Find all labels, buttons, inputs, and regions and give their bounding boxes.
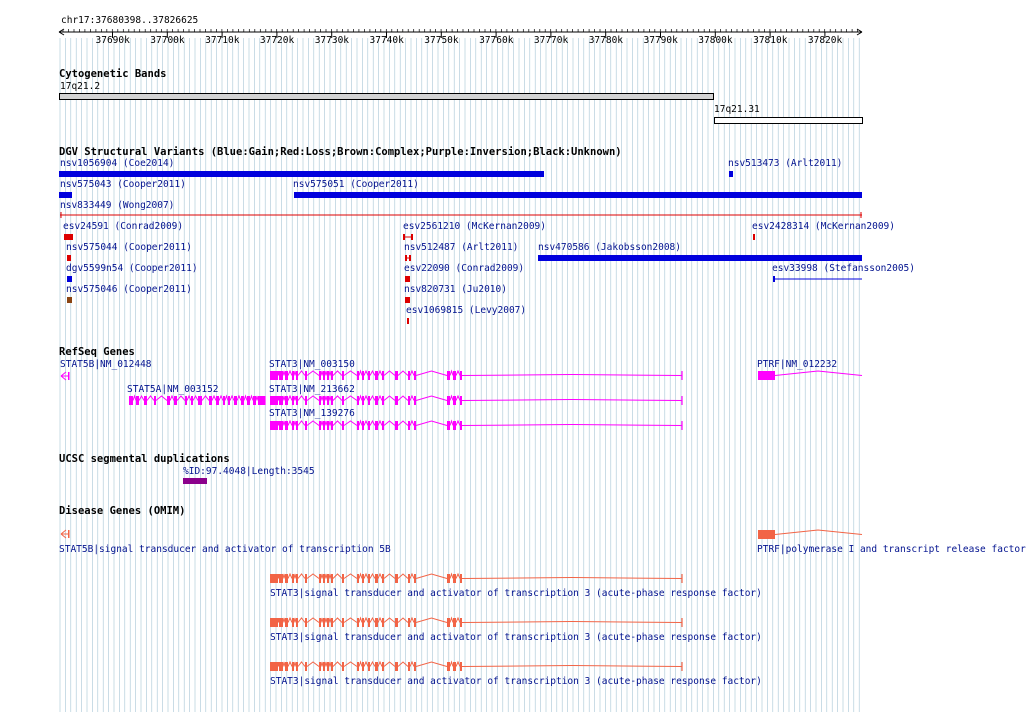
refseq-gene-label[interactable]: STAT3|NM_003150	[269, 359, 355, 370]
dgv-variant-label[interactable]: nsv1056904 (Coe2014)	[60, 158, 175, 169]
dgv-variant-label[interactable]: nsv575051 (Cooper2011)	[293, 179, 419, 190]
dgv-variant-label[interactable]: esv2428314 (McKernan2009)	[752, 221, 895, 232]
dgv-variant-label[interactable]: nsv833449 (Wong2007)	[60, 200, 175, 211]
cyto-band-label: 17q21.31	[714, 104, 760, 115]
ruler-range-label: chr17:37680398..37826625	[61, 15, 199, 26]
ruler-tick-label: 37720k	[259, 35, 295, 46]
ruler-tick-label: 37800k	[698, 35, 733, 46]
dgv-variant-label[interactable]: nsv575044 (Cooper2011)	[66, 242, 192, 253]
refseq-gene-label[interactable]: STAT3|NM_139276	[269, 408, 355, 419]
refseq-gene-label[interactable]: PTRF|NM_012232	[757, 359, 838, 370]
omim-gene-label[interactable]: STAT3|signal transducer and activator of transcription 3 (acute-phase response factor)	[270, 676, 762, 687]
ruler-tick-label: 37700k	[150, 35, 185, 46]
omim-gene-label[interactable]: PTRF|polymerase I and transcript release factor	[757, 544, 1026, 555]
section-title-dgv: DGV Structural Variants (Blue:Gain;Red:Loss;Brown:Complex;Purple:Inversion;Black:Unknown)	[59, 146, 622, 158]
refseq-gene-label[interactable]: STAT5B|NM_012448	[60, 359, 152, 370]
section-title-refseq: RefSeq Genes	[59, 346, 135, 358]
ruler-tick-label: 37760k	[479, 35, 514, 46]
section-title-segdup: UCSC segmental duplications	[59, 453, 230, 465]
cyto-band-label: 17q21.2	[60, 81, 101, 92]
segdup-label[interactable]: %ID:97.4048|Length:3545	[183, 466, 315, 477]
ruler-tick-label: 37710k	[205, 35, 240, 46]
dgv-variant-label[interactable]: esv1069815 (Levy2007)	[406, 305, 527, 316]
refseq-gene-label[interactable]: STAT3|NM_213662	[269, 384, 355, 395]
dgv-variant-label[interactable]: esv2561210 (McKernan2009)	[403, 221, 546, 232]
dgv-variant-label[interactable]: esv22090 (Conrad2009)	[404, 263, 525, 274]
section-title-cytogenetic: Cytogenetic Bands	[59, 68, 167, 80]
omim-gene-label[interactable]: STAT5B|signal transducer and activator of transcription 5B	[59, 544, 391, 555]
dgv-variant-label[interactable]: nsv470586 (Jakobsson2008)	[538, 242, 681, 253]
dgv-variant-label[interactable]: esv24591 (Conrad2009)	[63, 221, 184, 232]
omim-gene-STAT5B[interactable]	[61, 530, 70, 538]
dgv-variant-label[interactable]: nsv820731 (Ju2010)	[404, 284, 507, 295]
ruler-tick-label: 37770k	[533, 35, 569, 46]
ruler-tick-label: 37820k	[807, 35, 843, 46]
dgv-variant-label[interactable]: nsv513473 (Arlt2011)	[728, 158, 843, 169]
omim-gene-STAT3[interactable]	[270, 574, 682, 583]
section-title-omim: Disease Genes (OMIM)	[59, 505, 186, 517]
omim-gene-STAT3[interactable]	[270, 618, 682, 627]
ruler-tick-label: 37690k	[95, 35, 130, 46]
ruler-tick-label: 37730k	[314, 35, 350, 46]
omim-gene-PTRF[interactable]	[758, 530, 862, 539]
omim-gene-STAT3[interactable]	[270, 662, 682, 671]
ruler-tick-label: 37750k	[424, 35, 459, 46]
dgv-variant-label[interactable]: nsv512487 (Arlt2011)	[404, 242, 519, 253]
ruler-tick-label: 37790k	[643, 35, 678, 46]
dgv-variant-label[interactable]: nsv575046 (Cooper2011)	[66, 284, 192, 295]
ruler-tick-label: 37740k	[369, 35, 404, 46]
dgv-variant-label[interactable]: esv33998 (Stefansson2005)	[772, 263, 915, 274]
refseq-gene-label[interactable]: STAT5A|NM_003152	[127, 384, 219, 395]
ruler-tick-label: 37810k	[753, 35, 788, 46]
omim-gene-label[interactable]: STAT3|signal transducer and activator of transcription 3 (acute-phase response factor)	[270, 588, 762, 599]
ruler-tick-label: 37780k	[588, 35, 624, 46]
dgv-variant-label[interactable]: nsv575043 (Cooper2011)	[60, 179, 186, 190]
dgv-variant-label[interactable]: dgv5599n54 (Cooper2011)	[66, 263, 198, 274]
omim-gene-label[interactable]: STAT3|signal transducer and activator of transcription 3 (acute-phase response factor)	[270, 632, 762, 643]
